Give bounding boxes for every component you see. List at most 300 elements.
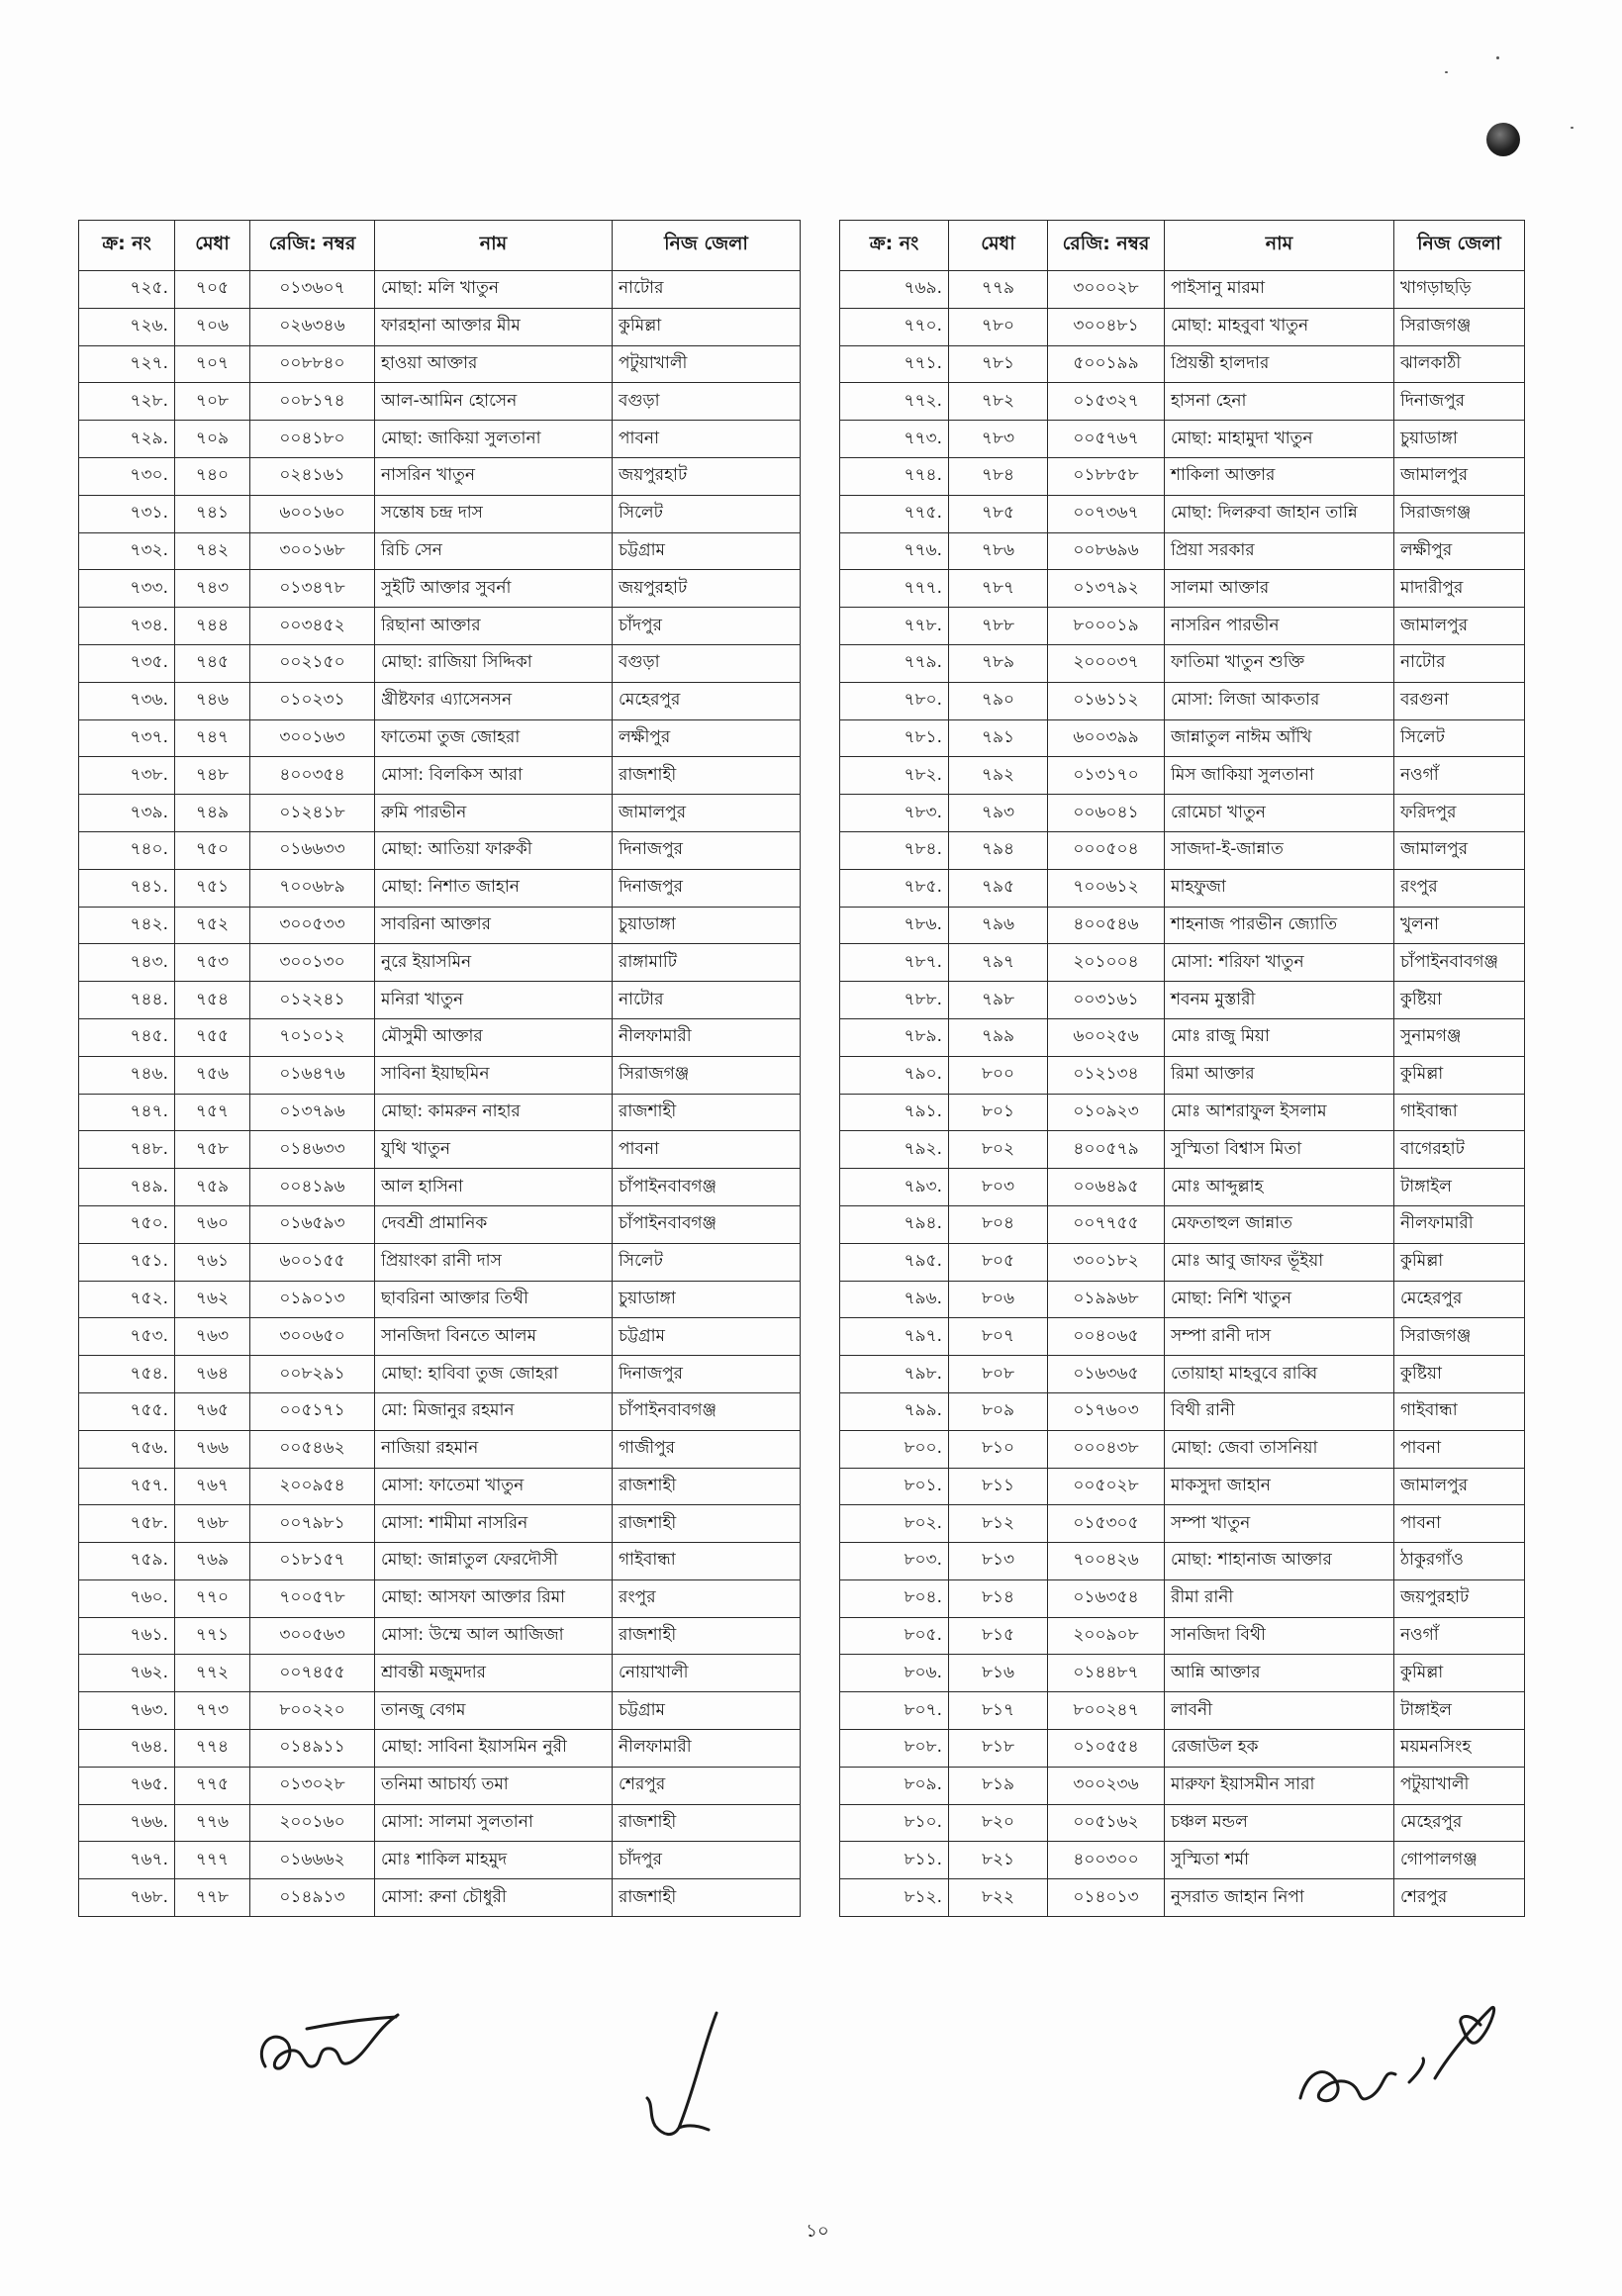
table-row [79,271,801,309]
serial-cell: ৭৩০. [79,457,175,495]
merit-cell: ৭০৬ [175,308,250,345]
registration-cell: ৪০০৩০০ [1048,1842,1165,1879]
table-row [79,1767,801,1804]
district-cell: বগুড়া [613,644,801,682]
merit-cell: ৮২২ [949,1879,1048,1917]
district-cell: মেহেরপুর [1394,1281,1525,1318]
registration-cell: ৮০০২২০ [250,1692,375,1730]
table-row [79,383,801,421]
registration-cell: ৫০০১৯৯ [1048,345,1165,383]
district-cell: কুমিল্লা [1394,1243,1525,1281]
registration-cell: ০১৬৩৫৪ [1048,1579,1165,1617]
table-row [79,1804,801,1842]
district-cell: সিলেট [1394,719,1525,757]
merit-cell: ৭৭৬ [175,1804,250,1842]
serial-cell: ৭৬৯. [840,271,949,309]
name-cell: মেফতাহুল জান্নাত [1165,1205,1394,1243]
table-row [840,308,1525,345]
registration-cell: ৬০০২৫৬ [1048,1018,1165,1056]
district-cell: রাজশাহী [613,757,801,795]
table-row [79,869,801,907]
merit-cell: ৭৮৯ [949,644,1048,682]
name-cell: ফাতেমা তুজ জোহরা [375,719,613,757]
registration-cell: ২০০৯০৮ [1048,1617,1165,1655]
registration-cell: ০২৪১৬১ [250,457,375,495]
registration-cell: ০০৫১৬২ [1048,1804,1165,1842]
serial-cell: ৭২৮. [79,383,175,421]
table-row [79,1205,801,1243]
serial-cell: ৭৩৭. [79,719,175,757]
table-row [840,271,1525,309]
serial-cell: ৮০৮. [840,1730,949,1768]
serial-cell: ৮০১. [840,1468,949,1505]
registration-cell: ৩০০৫৬৩ [250,1617,375,1655]
name-cell: শবনম মুস্তারী [1165,982,1394,1019]
merit-cell: ৭৯১ [949,719,1048,757]
registration-cell: ৩০০২৩৬ [1048,1767,1165,1804]
serial-cell: ৭৭০. [840,308,949,345]
registration-cell: ৬০০১৫৫ [250,1243,375,1281]
name-cell: আল হাসিনা [375,1169,613,1206]
merit-cell: ৭৫৪ [175,982,250,1019]
header-row [840,221,1525,271]
table-row [79,1094,801,1131]
registration-cell: ৮০০২৪৭ [1048,1692,1165,1730]
merit-cell: ৭৭৭ [175,1842,250,1879]
merit-cell: ৮১৩ [949,1543,1048,1580]
table-row [79,795,801,832]
registration-cell: ৩০০১৬৮ [250,532,375,570]
district-cell: গাইবান্ধা [613,1543,801,1580]
district-cell: দিনাজপুর [613,1356,801,1393]
district-cell: মেহেরপুর [1394,1804,1525,1842]
name-cell: মোছা: নিশি খাতুন [1165,1281,1394,1318]
scan-mark [1486,123,1520,156]
serial-cell: ৭৯৫. [840,1243,949,1281]
table-row [840,608,1525,645]
district-cell: জামালপুর [613,795,801,832]
merit-cell: ৭৪২ [175,532,250,570]
registration-cell: ৪০০৫৭৯ [1048,1131,1165,1169]
table-row [840,1692,1525,1730]
district-cell: জয়পুরহাট [613,457,801,495]
header-name: নাম [1165,221,1394,271]
district-cell: কুমিল্লা [613,308,801,345]
merit-cell: ৭৫৬ [175,1056,250,1094]
name-cell: মিস জাকিয়া সুলতানা [1165,757,1394,795]
merit-cell: ৭৬৪ [175,1356,250,1393]
name-cell: মোছা: আতিয়া ফারুকী [375,831,613,869]
name-cell: প্রিয়া সরকার [1165,532,1394,570]
merit-cell: ৭৮০ [949,308,1048,345]
table-row [79,757,801,795]
serial-cell: ৮০৯. [840,1767,949,1804]
serial-cell: ৭৩৩. [79,570,175,608]
table-row [840,907,1525,944]
serial-cell: ৮১১. [840,1842,949,1879]
registration-cell: ৩০০৪৮১ [1048,308,1165,345]
registration-cell: ০০৪১৮০ [250,421,375,458]
registration-cell: ০০৫১৭১ [250,1392,375,1430]
serial-cell: ৭৫৩. [79,1318,175,1356]
table-row [840,1094,1525,1131]
registration-cell: ০২৬৩৪৬ [250,308,375,345]
merit-cell: ৭৪৬ [175,682,250,719]
name-cell: সালমা আক্তার [1165,570,1394,608]
merit-cell: ৭৯৫ [949,869,1048,907]
name-cell: সাবিনা ইয়াছমিন [375,1056,613,1094]
header-serial: ক্র: নং [79,221,175,271]
district-cell: রাজশাহী [613,1094,801,1131]
registration-cell: ০০৫০২৮ [1048,1468,1165,1505]
table-row [840,644,1525,682]
merit-cell: ৮১৭ [949,1692,1048,1730]
serial-cell: ৭৪৩. [79,944,175,982]
table-row [79,1543,801,1580]
name-cell: সুইটি আক্তার সুবর্না [375,570,613,608]
district-cell: চাঁপাইনবাবগঞ্জ [613,1169,801,1206]
registration-cell: ২০০৯৫৪ [250,1468,375,1505]
registration-cell: ০০৩১৬১ [1048,982,1165,1019]
name-cell: রিছানা আক্তার [375,608,613,645]
merit-cell: ৮১৬ [949,1655,1048,1692]
serial-cell: ৭৬৭. [79,1842,175,1879]
registration-cell: ৩০০১৬৩ [250,719,375,757]
table-row [840,757,1525,795]
district-cell: ফরিদপুর [1394,795,1525,832]
roster-body-right [840,271,1525,1917]
merit-cell: ৭৫৮ [175,1131,250,1169]
district-cell: সিরাজগঞ্জ [1394,1318,1525,1356]
serial-cell: ৭৯৪. [840,1205,949,1243]
header-row [79,221,801,271]
serial-cell: ৭৮৩. [840,795,949,832]
district-cell: সিরাজগঞ্জ [613,1056,801,1094]
table-row [840,457,1525,495]
merit-cell: ৭৪৫ [175,644,250,682]
roster-table-right [839,220,1525,1917]
district-cell: টাঙ্গাইল [1394,1692,1525,1730]
serial-cell: ৭৩২. [79,532,175,570]
serial-cell: ৭৭৯. [840,644,949,682]
district-cell: রাজশাহী [613,1879,801,1917]
registration-cell: ০১০২৩১ [250,682,375,719]
name-cell: রুমি পারভীন [375,795,613,832]
header-district: নিজ জেলা [613,221,801,271]
district-cell: বাগেরহাট [1394,1131,1525,1169]
district-cell: রাজশাহী [613,1804,801,1842]
district-cell: নওগাঁ [1394,1617,1525,1655]
name-cell: শ্রাবন্তী মজুমদার [375,1655,613,1692]
serial-cell: ৮০৫. [840,1617,949,1655]
district-cell: পাবনা [1394,1430,1525,1468]
registration-cell: ৭০০৬৮৯ [250,869,375,907]
serial-cell: ৭৫২. [79,1281,175,1318]
district-cell: কুষ্টিয়া [1394,982,1525,1019]
serial-cell: ৭৮৮. [840,982,949,1019]
district-cell: নোয়াখালী [613,1655,801,1692]
name-cell: নুসরাত জাহান নিপা [1165,1879,1394,1917]
table-row [79,1281,801,1318]
merit-cell: ৭৯৮ [949,982,1048,1019]
district-cell: ময়মনসিংহ [1394,1730,1525,1768]
merit-cell: ৭৯৩ [949,795,1048,832]
table-row [840,1505,1525,1543]
district-cell: লক্ষীপুর [613,719,801,757]
name-cell: তানজু বেগম [375,1692,613,1730]
table-row [79,907,801,944]
name-cell: মাহফুজা [1165,869,1394,907]
name-cell: যুথি খাতুন [375,1131,613,1169]
signature-1 [247,1989,416,2098]
name-cell: মারুফা ইয়াসমীন সারা [1165,1767,1394,1804]
serial-cell: ৭৫৭. [79,1468,175,1505]
registration-cell: ০০৮৬৯৬ [1048,532,1165,570]
table-row [79,644,801,682]
district-cell: জামালপুর [1394,608,1525,645]
serial-cell: ৮১২. [840,1879,949,1917]
merit-cell: ৮২১ [949,1842,1048,1879]
table-row [79,1579,801,1617]
registration-cell: ৮০০০১৯ [1048,608,1165,645]
registration-cell: ০০৩৪৫২ [250,608,375,645]
merit-cell: ৭৮৭ [949,570,1048,608]
serial-cell: ৭৫০. [79,1205,175,1243]
header-serial: ক্র: নং [840,221,949,271]
name-cell: মোঃ আশরাফুল ইসলাম [1165,1094,1394,1131]
name-cell: সাবরিনা আক্তার [375,907,613,944]
table-row [79,1430,801,1468]
registration-cell: ০১৬৬৩৩ [250,831,375,869]
name-cell: রীমা রানী [1165,1579,1394,1617]
district-cell: শেরপুর [613,1767,801,1804]
district-cell: দিনাজপুর [613,869,801,907]
district-cell: রাঙ্গামাটি [613,944,801,982]
serial-cell: ৮০২. [840,1505,949,1543]
table-row [840,1205,1525,1243]
serial-cell: ৭৮৬. [840,907,949,944]
serial-cell: ৭৯৭. [840,1318,949,1356]
name-cell: রিমা আক্তার [1165,1056,1394,1094]
serial-cell: ৭৭৪. [840,457,949,495]
signature-2 [633,2009,742,2157]
serial-cell: ৭৮১. [840,719,949,757]
district-cell: জামালপুর [1394,1468,1525,1505]
table-row [79,345,801,383]
table-row [79,1692,801,1730]
registration-cell: ০১২৪১৮ [250,795,375,832]
name-cell: সানজিদা বিনতে আলম [375,1318,613,1356]
serial-cell: ৭৩৫. [79,644,175,682]
name-cell: তোয়াহা মাহবুবে রাব্বি [1165,1356,1394,1393]
registration-cell: ০১৪৯১৩ [250,1879,375,1917]
table-row [840,1392,1525,1430]
merit-cell: ৭৬৮ [175,1505,250,1543]
district-cell: সিরাজগঞ্জ [1394,495,1525,532]
registration-cell: ০০৫৪৬২ [250,1430,375,1468]
table-row [79,719,801,757]
signature-3 [1287,1979,1514,2128]
district-cell: জয়পুরহাট [613,570,801,608]
name-cell: সন্তোষ চন্দ্র দাস [375,495,613,532]
table-row [840,682,1525,719]
district-cell: লক্ষীপুর [1394,532,1525,570]
table-row [840,1356,1525,1393]
table-row [79,1356,801,1393]
serial-cell: ৭৮৯. [840,1018,949,1056]
registration-cell: ০১৯০১৩ [250,1281,375,1318]
header-merit: মেধা [949,221,1048,271]
name-cell: মোসা: সালমা সুলতানা [375,1804,613,1842]
merit-cell: ৭৮৮ [949,608,1048,645]
district-cell: রংপুর [1394,869,1525,907]
district-cell: নীলফামারী [613,1018,801,1056]
name-cell: মোঃ আব্দুল্লাহ [1165,1169,1394,1206]
table-row [840,421,1525,458]
serial-cell: ৭৭৭. [840,570,949,608]
merit-cell: ৭০৯ [175,421,250,458]
registration-cell: ০১৪৬৩৩ [250,1131,375,1169]
serial-cell: ৭৭৮. [840,608,949,645]
registration-cell: ০১৩০২৮ [250,1767,375,1804]
registration-cell: ২০০১৬০ [250,1804,375,1842]
district-cell: গাজীপুর [613,1430,801,1468]
merit-cell: ৭৫০ [175,831,250,869]
serial-cell: ৭২৯. [79,421,175,458]
merit-cell: ৭৭৩ [175,1692,250,1730]
district-cell: রাজশাহী [613,1468,801,1505]
name-cell: নাসরিন পারভীন [1165,608,1394,645]
name-cell: সানজিদা বিথী [1165,1617,1394,1655]
serial-cell: ৭৯২. [840,1131,949,1169]
merit-cell: ৮১২ [949,1505,1048,1543]
serial-cell: ৭৬৬. [79,1804,175,1842]
merit-cell: ৮০০ [949,1056,1048,1094]
serial-cell: ৭৭৫. [840,495,949,532]
merit-cell: ৮০৪ [949,1205,1048,1243]
name-cell: মোছা: শাহানাজ আক্তার [1165,1543,1394,1580]
registration-cell: ৩০০৫৩৩ [250,907,375,944]
registration-cell: ০১৪০১৩ [1048,1879,1165,1917]
registration-cell: ০১৬৫৯৩ [250,1205,375,1243]
table-row [840,1767,1525,1804]
district-cell: রাজশাহী [613,1617,801,1655]
district-cell: চাঁদপুর [613,608,801,645]
table-row [840,1131,1525,1169]
registration-cell: ৭০০৬১২ [1048,869,1165,907]
table-row [79,1879,801,1917]
district-cell: চুয়াডাঙ্গা [613,907,801,944]
name-cell: মোছা: মলি খাতুন [375,271,613,309]
district-cell: পটুয়াখালী [613,345,801,383]
serial-cell: ৭৪৬. [79,1056,175,1094]
registration-cell: ০০৭৭৫৫ [1048,1205,1165,1243]
registration-cell: ০১৬৪৭৬ [250,1056,375,1094]
scan-speck [1571,127,1574,129]
merit-cell: ৭৯০ [949,682,1048,719]
name-cell: প্রিয়ন্তী হালদার [1165,345,1394,383]
table-row [840,1169,1525,1206]
header-merit: মেধা [175,221,250,271]
table-row [840,1543,1525,1580]
merit-cell: ৮১৫ [949,1617,1048,1655]
name-cell: সম্পা খাতুন [1165,1505,1394,1543]
serial-cell: ৭৭২. [840,383,949,421]
registration-cell: ০১৯৯৬৮ [1048,1281,1165,1318]
table-row [79,532,801,570]
merit-cell: ৭০৮ [175,383,250,421]
table-row [79,570,801,608]
merit-cell: ৮১১ [949,1468,1048,1505]
name-cell: মোসা: উম্মে আল আজিজা [375,1617,613,1655]
registration-cell: ৩০০০২৮ [1048,271,1165,309]
name-cell: মোসা: রুনা চৌধুরী [375,1879,613,1917]
district-cell: কুষ্টিয়া [1394,1356,1525,1393]
district-cell: গোপালগঞ্জ [1394,1842,1525,1879]
table-row [840,1430,1525,1468]
registration-cell: ৭০০৫৭৮ [250,1579,375,1617]
serial-cell: ৮০৩. [840,1543,949,1580]
merit-cell: ৭৯৪ [949,831,1048,869]
merit-cell: ৮০৬ [949,1281,1048,1318]
merit-cell: ৭৪৯ [175,795,250,832]
name-cell: ফারহানা আক্তার মীম [375,308,613,345]
table-row [79,682,801,719]
serial-cell: ৭৮৭. [840,944,949,982]
serial-cell: ৭৬৫. [79,1767,175,1804]
registration-cell: ০০৭৯৮১ [250,1505,375,1543]
merit-cell: ৮০৩ [949,1169,1048,1206]
registration-cell: ০১৫৩২৭ [1048,383,1165,421]
registration-cell: ০০৮১৭৪ [250,383,375,421]
table-row [79,831,801,869]
serial-cell: ৭৪১. [79,869,175,907]
serial-cell: ৭৫৮. [79,1505,175,1543]
merit-cell: ৭৬৩ [175,1318,250,1356]
registration-cell: ০০৪১৯৬ [250,1169,375,1206]
serial-cell: ৭৬৪. [79,1730,175,1768]
table-row [79,1617,801,1655]
table-row [840,944,1525,982]
district-cell: মাদারীপুর [1394,570,1525,608]
table-row [840,869,1525,907]
name-cell: সুস্মিতা বিশ্বাস মিতা [1165,1131,1394,1169]
name-cell: মোছা: জান্নাতুল ফেরদৌসী [375,1543,613,1580]
name-cell: শাকিলা আক্তার [1165,457,1394,495]
table-row [840,982,1525,1019]
serial-cell: ৭৫৫. [79,1392,175,1430]
serial-cell: ৭৪৭. [79,1094,175,1131]
serial-cell: ৭৪৫. [79,1018,175,1056]
table-row [79,1018,801,1056]
serial-cell: ৭২৬. [79,308,175,345]
district-cell: দিনাজপুর [613,831,801,869]
merit-cell: ৭৭৮ [175,1879,250,1917]
district-cell: চট্টগ্রাম [613,1692,801,1730]
registration-cell: ০১২২৪১ [250,982,375,1019]
serial-cell: ৭৮৫. [840,869,949,907]
name-cell: হাওয়া আক্তার [375,345,613,383]
merit-cell: ৭৫৭ [175,1094,250,1131]
registration-cell: ০১৫৩০৫ [1048,1505,1165,1543]
name-cell: মাকসুদা জাহান [1165,1468,1394,1505]
merit-cell: ৭৬১ [175,1243,250,1281]
serial-cell: ৭৬৩. [79,1692,175,1730]
district-cell: পাবনা [613,421,801,458]
merit-cell: ৭৫১ [175,869,250,907]
district-cell: দিনাজপুর [1394,383,1525,421]
name-cell: খ্রীষ্টফার এ্যাসেনসন [375,682,613,719]
